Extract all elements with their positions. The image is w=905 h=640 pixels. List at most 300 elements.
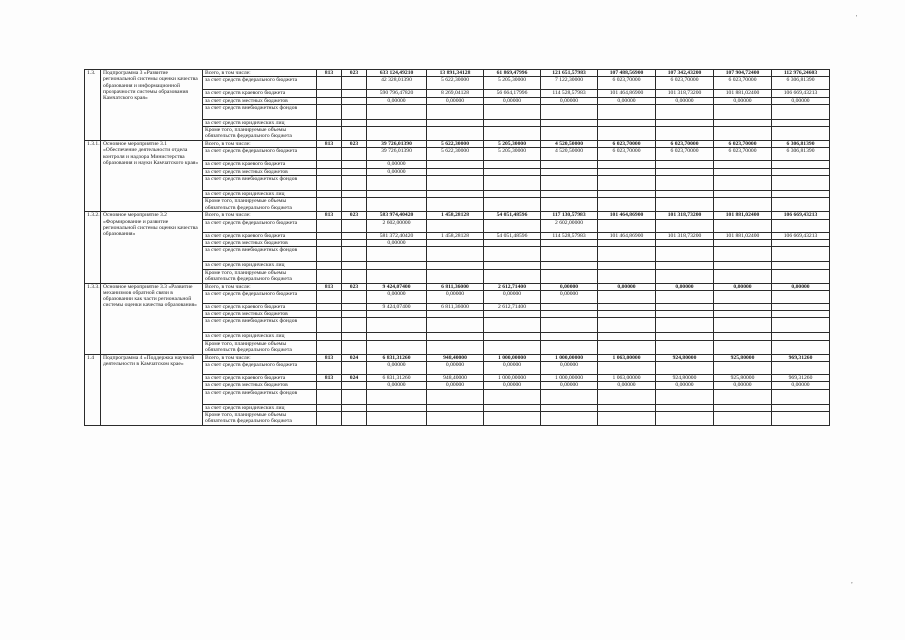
funding-source-label: за счет средств юридических лиц: [203, 262, 317, 269]
amount-cell: [772, 239, 830, 246]
amount-cell: [714, 191, 772, 198]
admin-code: [317, 269, 342, 283]
amount-cell: [714, 340, 772, 354]
amount-cell: 0,00000: [427, 362, 484, 375]
section-code: [342, 90, 367, 97]
amount-cell: 590 796,47820: [367, 90, 427, 97]
amount-cell: 1 458,28128: [427, 232, 484, 239]
amount-cell: [484, 333, 541, 340]
amount-cell: [656, 247, 714, 262]
amount-cell: [541, 333, 598, 340]
amount-cell: [484, 340, 541, 354]
amount-cell: [656, 333, 714, 340]
amount-cell: 1 063,00000: [598, 375, 656, 382]
amount-cell: 9 424,07400: [367, 303, 427, 310]
funding-source-label: за счет средств юридических лиц: [203, 191, 317, 198]
amount-cell: 101 881,02400: [714, 212, 772, 219]
amount-cell: [541, 239, 598, 246]
section-code: [342, 161, 367, 168]
amount-cell: [484, 262, 541, 269]
amount-cell: [656, 127, 714, 141]
amount-cell: [772, 168, 830, 175]
section-code: [342, 311, 367, 318]
amount-cell: [367, 127, 427, 141]
amount-cell: [427, 219, 484, 232]
amount-cell: [427, 311, 484, 318]
amount-cell: [656, 269, 714, 283]
funding-source-label: за счет средств федерального бюджета: [203, 290, 317, 303]
amount-cell: 114 528,57983: [541, 232, 598, 239]
section-number: 1.3.: [85, 70, 101, 141]
amount-cell: 6 811,36000: [427, 283, 484, 290]
amount-cell: [484, 168, 541, 175]
section-code: [342, 404, 367, 411]
admin-code: [317, 77, 342, 90]
amount-cell: [541, 191, 598, 198]
amount-cell: 6 023,70000: [598, 148, 656, 161]
section-code: [342, 262, 367, 269]
amount-cell: [541, 269, 598, 283]
amount-cell: [598, 119, 656, 126]
amount-cell: [427, 104, 484, 119]
section-code: [342, 247, 367, 262]
amount-cell: 6 023,70000: [714, 77, 772, 90]
admin-code: [317, 389, 342, 404]
amount-cell: 8 269,04128: [427, 90, 484, 97]
amount-cell: 6 831,31260: [367, 375, 427, 382]
admin-code: [317, 311, 342, 318]
amount-cell: [714, 119, 772, 126]
amount-cell: [484, 119, 541, 126]
section-code: 023: [342, 283, 367, 290]
admin-code: [317, 262, 342, 269]
amount-cell: 925,80000: [714, 375, 772, 382]
table-row: [85, 70, 830, 77]
funding-source-label: за счет средств юридических лиц: [203, 333, 317, 340]
admin-code: 813: [317, 283, 342, 290]
amount-cell: [427, 161, 484, 168]
amount-cell: [714, 389, 772, 404]
section-code: [342, 362, 367, 375]
amount-cell: 948,40000: [427, 375, 484, 382]
amount-cell: 1 000,00000: [484, 375, 541, 382]
amount-cell: [427, 247, 484, 262]
funding-source-label: за счет средств внебюджетных фондов: [203, 176, 317, 191]
amount-cell: [714, 318, 772, 333]
admin-code: [317, 290, 342, 303]
table-row: [85, 141, 830, 148]
amount-cell: [427, 318, 484, 333]
funding-source-label: за счет средств внебюджетных фондов: [203, 318, 317, 333]
amount-cell: 1 000,00000: [541, 354, 598, 361]
amount-cell: [541, 104, 598, 119]
amount-cell: 39 726,01390: [367, 148, 427, 161]
amount-cell: [367, 340, 427, 354]
amount-cell: 0,00000: [541, 97, 598, 104]
scan-mark: ': [856, 14, 858, 22]
funding-source-label: за счет средств краевого бюджета: [203, 161, 317, 168]
amount-cell: 0,00000: [367, 382, 427, 389]
amount-cell: 5 205,30000: [484, 77, 541, 90]
amount-cell: [772, 119, 830, 126]
amount-cell: [598, 340, 656, 354]
admin-code: [317, 191, 342, 198]
section-code: [342, 411, 367, 425]
admin-code: [317, 303, 342, 310]
section-code: [342, 198, 367, 212]
amount-cell: [427, 404, 484, 411]
amount-cell: 6 306,81390: [772, 148, 830, 161]
amount-cell: [714, 262, 772, 269]
amount-cell: 0,00000: [598, 382, 656, 389]
admin-code: [317, 333, 342, 340]
amount-cell: 0,00000: [656, 97, 714, 104]
funding-source-label: Кроме того, планируемые объемы обязательств федерального бюджета: [203, 411, 317, 425]
amount-cell: 101 464,86900: [598, 232, 656, 239]
amount-cell: [367, 191, 427, 198]
section-number: 1.4: [85, 354, 101, 425]
amount-cell: [656, 411, 714, 425]
section-code: [342, 389, 367, 404]
amount-cell: 1 063,00000: [598, 354, 656, 361]
amount-cell: 5 622,30000: [427, 141, 484, 148]
admin-code: 813: [317, 70, 342, 77]
amount-cell: 2 612,71400: [484, 283, 541, 290]
funding-source-label: за счет средств юридических лиц: [203, 404, 317, 411]
amount-cell: 969,31260: [772, 354, 830, 361]
amount-cell: 1 000,00000: [484, 354, 541, 361]
amount-cell: [427, 127, 484, 141]
amount-cell: 0,00000: [772, 97, 830, 104]
section-code: 023: [342, 212, 367, 219]
amount-cell: 6 831,31260: [367, 354, 427, 361]
amount-cell: 54 051,48596: [484, 232, 541, 239]
amount-cell: [367, 247, 427, 262]
section-title: Основное мероприятие 3.2 «Формирование и развитие региональной системы оценки качества образования»: [101, 212, 203, 283]
amount-cell: [484, 191, 541, 198]
amount-cell: [484, 198, 541, 212]
amount-cell: [772, 311, 830, 318]
amount-cell: [656, 318, 714, 333]
amount-cell: 106 669,43213: [772, 212, 830, 219]
admin-code: [317, 90, 342, 97]
budget-table: [84, 69, 830, 426]
amount-cell: [598, 247, 656, 262]
funding-source-label: Всего, в том числе:: [203, 354, 317, 361]
amount-cell: [772, 247, 830, 262]
section-code: [342, 176, 367, 191]
amount-cell: [714, 333, 772, 340]
section-code: [342, 219, 367, 232]
amount-cell: 0,00000: [484, 362, 541, 375]
admin-code: [317, 119, 342, 126]
amount-cell: 0,00000: [656, 283, 714, 290]
admin-code: [317, 232, 342, 239]
amount-cell: [367, 262, 427, 269]
admin-code: [317, 239, 342, 246]
amount-cell: 107 342,43200: [656, 70, 714, 77]
amount-cell: [656, 176, 714, 191]
amount-cell: 0,00000: [367, 97, 427, 104]
amount-cell: 5 205,30000: [484, 148, 541, 161]
amount-cell: [714, 104, 772, 119]
amount-cell: [772, 176, 830, 191]
amount-cell: [484, 161, 541, 168]
amount-cell: [656, 404, 714, 411]
amount-cell: 101 318,73200: [656, 232, 714, 239]
amount-cell: [367, 389, 427, 404]
amount-cell: [772, 340, 830, 354]
section-code: [342, 290, 367, 303]
amount-cell: 0,00000: [714, 97, 772, 104]
amount-cell: 581 372,40420: [367, 232, 427, 239]
amount-cell: [772, 269, 830, 283]
amount-cell: [714, 161, 772, 168]
amount-cell: [427, 389, 484, 404]
amount-cell: [367, 269, 427, 283]
amount-cell: [714, 311, 772, 318]
amount-cell: [427, 191, 484, 198]
amount-cell: [484, 411, 541, 425]
amount-cell: 0,00000: [484, 290, 541, 303]
section-code: [342, 303, 367, 310]
funding-source-label: за счет средств местных бюджетов: [203, 239, 317, 246]
amount-cell: [484, 104, 541, 119]
amount-cell: [598, 411, 656, 425]
amount-cell: 583 974,40420: [367, 212, 427, 219]
amount-cell: [484, 269, 541, 283]
amount-cell: 107 904,72400: [714, 70, 772, 77]
amount-cell: 13 891,34128: [427, 70, 484, 77]
amount-cell: [598, 333, 656, 340]
table-row: [85, 354, 830, 361]
amount-cell: 0,00000: [772, 382, 830, 389]
amount-cell: [598, 104, 656, 119]
funding-source-label: Всего, в том числе:: [203, 70, 317, 77]
amount-cell: 948,40000: [427, 354, 484, 361]
funding-source-label: за счет средств внебюджетных фондов: [203, 247, 317, 262]
amount-cell: [772, 318, 830, 333]
amount-cell: 0,00000: [541, 290, 598, 303]
amount-cell: 5 622,30000: [427, 148, 484, 161]
amount-cell: [656, 389, 714, 404]
amount-cell: 107 488,56900: [598, 70, 656, 77]
amount-cell: [427, 333, 484, 340]
section-title: Подпрограмма 3 «Развитие региональной системы оценки качества образования и информационной прозрачности системы образования Камчатского края»: [101, 70, 203, 141]
amount-cell: [541, 303, 598, 310]
admin-code: [317, 104, 342, 119]
amount-cell: [367, 318, 427, 333]
funding-source-label: за счет средств юридических лиц: [203, 119, 317, 126]
section-code: 024: [342, 354, 367, 361]
amount-cell: [656, 191, 714, 198]
amount-cell: [598, 191, 656, 198]
amount-cell: [714, 269, 772, 283]
amount-cell: 6 023,70000: [656, 148, 714, 161]
amount-cell: [367, 198, 427, 212]
admin-code: 813: [317, 212, 342, 219]
funding-source-label: за счет средств федерального бюджета: [203, 362, 317, 375]
amount-cell: 4 520,50000: [541, 141, 598, 148]
amount-cell: [656, 119, 714, 126]
funding-source-label: за счет средств внебюджетных фондов: [203, 104, 317, 119]
amount-cell: [656, 262, 714, 269]
amount-cell: [714, 404, 772, 411]
amount-cell: [541, 389, 598, 404]
amount-cell: [484, 127, 541, 141]
amount-cell: [427, 340, 484, 354]
amount-cell: [598, 262, 656, 269]
section-title: Подпрограмма 4 «Поддержка научной деятельности в Камчатском крае»: [101, 354, 203, 425]
amount-cell: 39 726,01390: [367, 141, 427, 148]
amount-cell: [484, 219, 541, 232]
amount-cell: [367, 119, 427, 126]
section-code: [342, 340, 367, 354]
amount-cell: [541, 161, 598, 168]
amount-cell: 1 000,00000: [541, 375, 598, 382]
amount-cell: [427, 269, 484, 283]
amount-cell: 0,00000: [541, 283, 598, 290]
section-code: [342, 104, 367, 119]
amount-cell: 6 023,70000: [656, 77, 714, 90]
section-number: 1.3.2.: [85, 212, 101, 283]
amount-cell: 0,00000: [367, 362, 427, 375]
funding-source-label: за счет средств местных бюджетов: [203, 311, 317, 318]
amount-cell: [427, 119, 484, 126]
table-row: [85, 283, 830, 290]
amount-cell: 56 664,17996: [484, 90, 541, 97]
amount-cell: [714, 247, 772, 262]
admin-code: [317, 219, 342, 232]
amount-cell: 2 612,71400: [484, 303, 541, 310]
amount-cell: 117 130,57983: [541, 212, 598, 219]
amount-cell: 0,00000: [367, 168, 427, 175]
amount-cell: 925,80000: [714, 354, 772, 361]
admin-code: 813: [317, 375, 342, 382]
amount-cell: 0,00000: [772, 283, 830, 290]
section-title: Основное мероприятие 3.3 «Развитие механизмов обратной связи в образовании как части региональной системы оценки качества образования»: [101, 283, 203, 354]
amount-cell: [367, 411, 427, 425]
amount-cell: [598, 161, 656, 168]
amount-cell: 0,00000: [427, 290, 484, 303]
section-code: [342, 168, 367, 175]
amount-cell: 106 669,43213: [772, 90, 830, 97]
scan-mark: ,: [851, 577, 853, 585]
admin-code: 813: [317, 141, 342, 148]
amount-cell: 106 669,43213: [772, 232, 830, 239]
amount-cell: [656, 104, 714, 119]
amount-cell: [772, 262, 830, 269]
amount-cell: [541, 168, 598, 175]
amount-cell: 6 306,81390: [772, 141, 830, 148]
admin-code: [317, 198, 342, 212]
amount-cell: [772, 362, 830, 375]
amount-cell: [598, 219, 656, 232]
amount-cell: [367, 333, 427, 340]
amount-cell: 0,00000: [598, 283, 656, 290]
funding-source-label: за счет средств федерального бюджета: [203, 219, 317, 232]
amount-cell: [772, 104, 830, 119]
section-code: [342, 232, 367, 239]
funding-source-label: за счет средств федерального бюджета: [203, 77, 317, 90]
amount-cell: 6 306,81390: [772, 77, 830, 90]
amount-cell: 0,00000: [714, 283, 772, 290]
amount-cell: [656, 340, 714, 354]
amount-cell: [427, 168, 484, 175]
amount-cell: 101 464,86900: [598, 212, 656, 219]
section-code: [342, 269, 367, 283]
amount-cell: 0,00000: [484, 97, 541, 104]
section-number: 1.3.1.: [85, 141, 101, 212]
amount-cell: 5 622,30000: [427, 77, 484, 90]
amount-cell: 0,00000: [484, 382, 541, 389]
admin-code: [317, 176, 342, 191]
amount-cell: [484, 239, 541, 246]
amount-cell: [484, 311, 541, 318]
amount-cell: [541, 127, 598, 141]
amount-cell: [367, 404, 427, 411]
section-code: 024: [342, 375, 367, 382]
section-code: [342, 148, 367, 161]
amount-cell: [598, 198, 656, 212]
amount-cell: [541, 340, 598, 354]
amount-cell: 112 976,24603: [772, 70, 830, 77]
funding-source-label: за счет средств краевого бюджета: [203, 232, 317, 239]
amount-cell: [427, 198, 484, 212]
amount-cell: 101 318,73200: [656, 90, 714, 97]
amount-cell: [541, 311, 598, 318]
funding-source-label: Кроме того, планируемые объемы обязательств федерального бюджета: [203, 269, 317, 283]
amount-cell: 969,31260: [772, 375, 830, 382]
amount-cell: [714, 168, 772, 175]
admin-code: [317, 340, 342, 354]
amount-cell: [541, 262, 598, 269]
amount-cell: [656, 168, 714, 175]
funding-source-label: за счет средств местных бюджетов: [203, 168, 317, 175]
amount-cell: [656, 362, 714, 375]
amount-cell: [427, 239, 484, 246]
amount-cell: [367, 176, 427, 191]
amount-cell: [714, 127, 772, 141]
amount-cell: 5 205,30000: [484, 141, 541, 148]
amount-cell: 0,00000: [541, 362, 598, 375]
amount-cell: 9 424,07400: [367, 283, 427, 290]
section-title: Основное мероприятие 3.1 «Обеспечение деятельности отдела контроля и надзора Министерства образования и науки Камчатского края»: [101, 141, 203, 212]
admin-code: [317, 127, 342, 141]
amount-cell: [656, 198, 714, 212]
amount-cell: 121 651,57983: [541, 70, 598, 77]
amount-cell: [714, 290, 772, 303]
funding-source-label: Кроме того, планируемые объемы обязательств федерального бюджета: [203, 127, 317, 141]
amount-cell: 6 023,70000: [714, 141, 772, 148]
amount-cell: [541, 411, 598, 425]
amount-cell: 0,00000: [367, 161, 427, 168]
amount-cell: [772, 290, 830, 303]
amount-cell: 0,00000: [427, 382, 484, 389]
amount-cell: [772, 198, 830, 212]
section-code: [342, 333, 367, 340]
amount-cell: [598, 269, 656, 283]
amount-cell: [772, 127, 830, 141]
amount-cell: [656, 239, 714, 246]
amount-cell: [598, 176, 656, 191]
amount-cell: [714, 239, 772, 246]
amount-cell: 7 122,30000: [541, 77, 598, 90]
amount-cell: [714, 198, 772, 212]
amount-cell: [772, 389, 830, 404]
amount-cell: 1 458,28128: [427, 212, 484, 219]
amount-cell: [427, 411, 484, 425]
